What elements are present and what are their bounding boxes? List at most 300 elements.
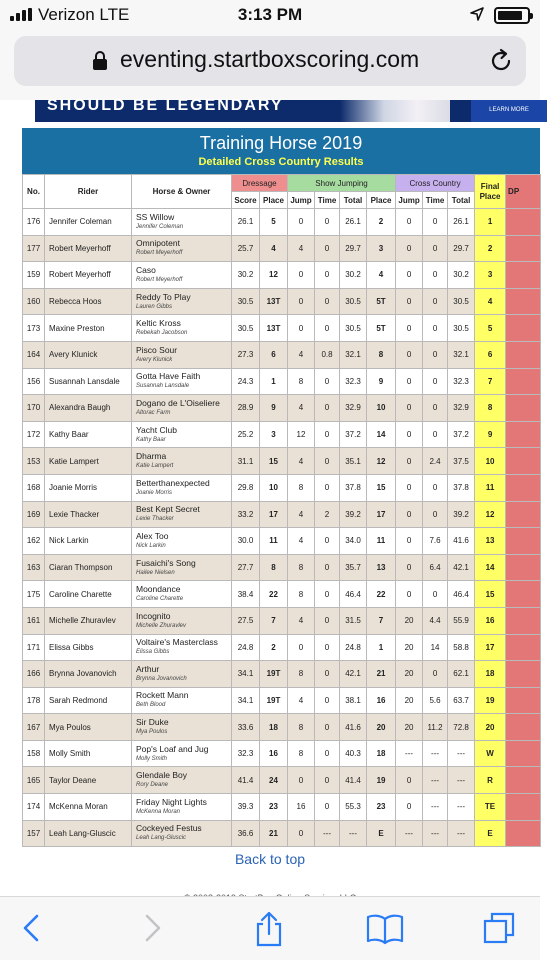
cell-sj-time: 0 [315,288,340,315]
cell-xc-time: 0 [423,341,448,368]
cell-horse-owner [132,687,232,714]
cell-sj-total: 38.1 [340,687,367,714]
cell-sj-jump: 4 [288,687,315,714]
cell-sj-total: 41.4 [340,767,367,794]
cell-horse-owner [132,421,232,448]
cell-xc-total: 39.2 [448,501,475,528]
cell-rider: Rebecca Hoos [45,288,132,315]
cell-xc-time: 0 [423,368,448,395]
cell-no: 176 [23,209,45,236]
cell-sj-place: 20 [367,714,396,741]
cell-final-place: 15 [475,581,506,608]
cell-dressage-place: 24 [260,767,288,794]
cell-no: 174 [23,794,45,821]
cell-final-place: 8 [475,395,506,422]
cell-sj-place: 2 [367,209,396,236]
cell-xc-total: 32.1 [448,341,475,368]
tabs-icon[interactable] [482,911,516,945]
col-header-sj-total: Total [340,192,367,209]
cell-final-place: R [475,767,506,794]
cell-horse-owner [132,341,232,368]
back-to-top-link[interactable]: Back to top [234,851,306,867]
cell-no: 159 [23,262,45,289]
cell-dressage-place: 23 [260,794,288,821]
cell-sj-place: 23 [367,794,396,821]
cell-xc-total: 46.4 [448,581,475,608]
cell-dressage-place: 13T [260,315,288,342]
cell-dressage-place: 19T [260,661,288,688]
cell-xc-total: 55.9 [448,607,475,634]
horse-name: Alex Too [136,530,169,541]
cell-xc-jump: 0 [396,767,423,794]
cell-sj-total: 26.1 [340,209,367,236]
horse-name: Fusaichi's Song [136,557,196,568]
cell-rider: Mya Poulos [45,714,132,741]
col-header-rider: Rider [45,175,132,209]
cell-sj-time: 0 [315,421,340,448]
cell-horse-owner [132,820,232,847]
owner-name: Molly Smith [136,755,168,762]
table-row [23,820,541,847]
cell-horse-owner [132,395,232,422]
col-header-xc-jump: Jump [396,192,423,209]
table-row [23,661,541,688]
owner-name: Susannah Lansdale [136,383,190,390]
cell-final-place: 20 [475,714,506,741]
cell-no: 164 [23,341,45,368]
cell-sj-total: 24.8 [340,634,367,661]
cell-dp [506,687,541,714]
cell-xc-jump: 20 [396,687,423,714]
cell-no: 161 [23,607,45,634]
url-text[interactable]: eventing.startboxscoring.com [120,46,420,72]
cell-xc-total: 26.1 [448,209,475,236]
share-icon[interactable] [252,911,286,947]
cell-sj-jump: 8 [288,740,315,767]
horse-name: Betterthanexpected [136,477,210,488]
cell-xc-total: --- [448,820,475,847]
chevron-right-icon[interactable] [134,911,168,945]
cell-xc-total: 63.7 [448,687,475,714]
cell-sj-time: 0 [315,714,340,741]
cell-dressage-score: 24.3 [232,368,260,395]
cell-xc-jump: --- [396,740,423,767]
cell-horse-owner [132,607,232,634]
col-header-sj-time: Time [315,192,340,209]
cell-dressage-place: 18 [260,714,288,741]
cell-xc-time: 2.4 [423,448,448,475]
cell-dp [506,661,541,688]
cell-rider: Joanie Morris [45,474,132,501]
table-row [23,767,541,794]
cell-final-place: 17 [475,634,506,661]
advertisement-banner[interactable] [35,97,529,122]
cell-horse-owner [132,448,232,475]
cell-xc-time: 5.6 [423,687,448,714]
cell-xc-total: 29.7 [448,235,475,262]
horse-name: SS Willow [136,211,175,222]
cell-horse-owner [132,767,232,794]
cell-dp [506,767,541,794]
cell-rider: McKenna Moran [45,794,132,821]
cell-sj-jump: 0 [288,209,315,236]
cell-dressage-place: 21 [260,820,288,847]
cell-sj-total: 32.9 [340,395,367,422]
cell-rider: Taylor Deane [45,767,132,794]
cell-no: 172 [23,421,45,448]
cell-xc-jump: 0 [396,581,423,608]
table-row [23,368,541,395]
cell-rider: Katie Lampert [45,448,132,475]
cell-xc-time: 6.4 [423,554,448,581]
owner-name: Joanie Morris [136,489,173,496]
cell-sj-jump: 0 [288,262,315,289]
cell-xc-total: 72.8 [448,714,475,741]
cell-sj-time: 0 [315,315,340,342]
cell-xc-total: --- [448,767,475,794]
cell-xc-total: --- [448,794,475,821]
cell-dressage-score: 33.2 [232,501,260,528]
cell-sj-time: 2 [315,501,340,528]
address-bar[interactable] [14,36,526,86]
cell-sj-total: 41.6 [340,714,367,741]
cell-rider: Elissa Gibbs [45,634,132,661]
cell-rider: Robert Meyerhoff [45,262,132,289]
book-icon[interactable] [366,911,404,945]
owner-name: Caroline Charette [136,596,184,603]
cell-dressage-place: 11 [260,528,288,555]
cell-xc-jump: 0 [396,501,423,528]
cell-dp [506,262,541,289]
owner-name: Nick Larkin [136,542,166,549]
cell-xc-time: 0 [423,395,448,422]
cell-sj-total: 30.2 [340,262,367,289]
cell-horse-owner [132,634,232,661]
horse-name: Yacht Club [136,424,177,435]
cell-no: 160 [23,288,45,315]
col-header-dressage-score: Score [232,192,260,209]
cell-sj-total: 37.8 [340,474,367,501]
cell-dressage-place: 19T [260,687,288,714]
cell-horse-owner [132,528,232,555]
cell-xc-time: 0 [423,421,448,448]
col-header-horse-owner: Horse & Owner [132,175,232,209]
cell-final-place: 16 [475,607,506,634]
table-row [23,501,541,528]
battery-icon [494,7,530,24]
cell-sj-jump: 8 [288,474,315,501]
cell-dp [506,395,541,422]
cell-dp [506,235,541,262]
cell-no: 156 [23,368,45,395]
horse-name: Dharma [136,451,167,462]
cell-dressage-score: 27.7 [232,554,260,581]
cell-sj-jump: 0 [288,634,315,661]
cell-sj-time: 0 [315,634,340,661]
cell-dp [506,794,541,821]
cell-dressage-score: 27.5 [232,607,260,634]
cell-dressage-place: 3 [260,421,288,448]
table-row [23,421,541,448]
cell-xc-jump: 0 [396,315,423,342]
table-row [23,474,541,501]
cell-dressage-score: 33.6 [232,714,260,741]
cell-sj-time: 0 [315,554,340,581]
table-row [23,209,541,236]
cell-xc-time: 0 [423,661,448,688]
cell-dressage-place: 1 [260,368,288,395]
cell-rider: Sarah Redmond [45,687,132,714]
cell-sj-time: 0 [315,740,340,767]
col-header-sj-jump: Jump [288,192,315,209]
cell-xc-jump: 0 [396,262,423,289]
table-row [23,395,541,422]
cell-sj-total: 39.2 [340,501,367,528]
cell-xc-total: 32.3 [448,368,475,395]
cell-rider: Robert Meyerhoff [45,235,132,262]
cell-sj-place: 7 [367,607,396,634]
cell-sj-time: 0 [315,767,340,794]
cell-dp [506,341,541,368]
cell-dressage-score: 27.3 [232,341,260,368]
horse-name: Sir Duke [136,717,169,728]
cell-sj-jump: 8 [288,714,315,741]
col-header-xc-total: Total [448,192,475,209]
col-header-no: No. [23,175,45,209]
cell-final-place: 12 [475,501,506,528]
cell-rider: Nick Larkin [45,528,132,555]
cell-sj-jump: 4 [288,607,315,634]
cell-sj-time: 0 [315,395,340,422]
group-header-cross-country: Cross Country [396,175,475,192]
cell-dressage-place: 12 [260,262,288,289]
cell-no: 169 [23,501,45,528]
cell-dp [506,501,541,528]
cell-rider: Ciaran Thompson [45,554,132,581]
cell-final-place: 5 [475,315,506,342]
banner-photo [340,100,450,122]
cell-horse-owner [132,554,232,581]
results-subtitle: Detailed Cross Country Results [198,156,364,168]
cell-no: 168 [23,474,45,501]
cell-dressage-place: 15 [260,448,288,475]
horse-name: Pop's Loaf and Jug [136,743,209,754]
cell-dressage-place: 16 [260,740,288,767]
cell-sj-place: 8 [367,341,396,368]
cell-sj-time: 0 [315,448,340,475]
table-row [23,687,541,714]
cell-sj-place: 21 [367,661,396,688]
cell-final-place: 7 [475,368,506,395]
cell-dressage-place: 10 [260,474,288,501]
cell-sj-place: 10 [367,395,396,422]
cell-sj-place: E [367,820,396,847]
owner-name: Elissa Gibbs [136,649,170,656]
table-row [23,315,541,342]
cell-dp [506,740,541,767]
cell-sj-total: 40.3 [340,740,367,767]
cell-sj-jump: 0 [288,820,315,847]
cell-final-place: 18 [475,661,506,688]
horse-name: Arthur [136,663,160,674]
cell-final-place: 10 [475,448,506,475]
cell-horse-owner [132,794,232,821]
cell-dressage-place: 13T [260,288,288,315]
horse-name: Pisco Sour [136,344,178,355]
cell-horse-owner [132,581,232,608]
group-header-show-jumping: Show Jumping [288,175,396,192]
cell-xc-total: 37.5 [448,448,475,475]
cell-dressage-score: 24.8 [232,634,260,661]
cell-sj-place: 1 [367,634,396,661]
cell-horse-owner [132,714,232,741]
cell-sj-place: 17 [367,501,396,528]
cell-sj-jump: 4 [288,395,315,422]
cell-xc-jump: 20 [396,714,423,741]
cell-dressage-place: 5 [260,209,288,236]
cell-no: 177 [23,235,45,262]
cell-sj-total: 34.0 [340,528,367,555]
cell-xc-time: 0 [423,235,448,262]
cell-xc-time: --- [423,820,448,847]
cell-dressage-place: 2 [260,634,288,661]
cell-sj-total: 30.5 [340,288,367,315]
cell-dp [506,209,541,236]
status-time: 3:13 PM [237,5,303,24]
cell-dp [506,421,541,448]
cell-sj-jump: 0 [288,767,315,794]
cell-dp [506,634,541,661]
cell-dressage-score: 36.6 [232,820,260,847]
cell-dressage-score: 41.4 [232,767,260,794]
cell-final-place: 6 [475,341,506,368]
cell-no: 162 [23,528,45,555]
cell-dp [506,554,541,581]
cell-sj-total: --- [340,820,367,847]
results-table-body [23,209,541,847]
horse-name: Caso [136,264,156,275]
results-table [22,174,541,847]
table-row [23,554,541,581]
cell-xc-total: 42.1 [448,554,475,581]
cell-no: 158 [23,740,45,767]
cell-rider: Leah Lang-Gluscic [45,820,132,847]
table-row [23,634,541,661]
cell-dressage-place: 22 [260,581,288,608]
cell-sj-total: 29.7 [340,235,367,262]
cell-sj-place: 12 [367,448,396,475]
cell-sj-place: 9 [367,368,396,395]
cell-sj-time: 0 [315,262,340,289]
cell-xc-time: --- [423,794,448,821]
horse-name: Glendale Boy [136,770,188,781]
cell-xc-jump: 20 [396,634,423,661]
cell-dressage-place: 7 [260,607,288,634]
cell-xc-total: 37.8 [448,474,475,501]
horse-name: Friday Night Lights [136,796,207,807]
cell-sj-time: --- [315,820,340,847]
cell-sj-time: 0 [315,474,340,501]
cell-xc-jump: --- [396,820,423,847]
owner-name: Avery Klunick [136,356,173,363]
cell-sj-time: 0 [315,607,340,634]
cell-horse-owner [132,288,232,315]
cell-dp [506,368,541,395]
cell-xc-total: 30.2 [448,262,475,289]
cell-no: 166 [23,661,45,688]
owner-name: Beth Blood [136,702,166,709]
cell-sj-jump: 12 [288,421,315,448]
cell-sj-jump: 4 [288,235,315,262]
cell-sj-total: 55.3 [340,794,367,821]
cell-horse-owner [132,661,232,688]
owner-name: Kathy Baar [136,436,166,443]
cell-dressage-score: 38.4 [232,581,260,608]
cell-sj-total: 30.5 [340,315,367,342]
cell-dressage-place: 9 [260,395,288,422]
cell-sj-total: 37.2 [340,421,367,448]
cell-dp [506,714,541,741]
cell-dp [506,288,541,315]
cell-rider: Michelle Zhuravlev [45,607,132,634]
cell-xc-time: 0 [423,209,448,236]
cell-sj-jump: 16 [288,794,315,821]
cell-final-place: 11 [475,474,506,501]
cell-rider: Kathy Baar [45,421,132,448]
cell-dressage-score: 32.3 [232,740,260,767]
table-row [23,341,541,368]
cell-sj-jump: 8 [288,581,315,608]
horse-name: Dogano de L'Oiseliere [136,397,220,408]
cell-sj-place: 11 [367,528,396,555]
cell-dressage-score: 30.5 [232,315,260,342]
cell-xc-time: 14 [423,634,448,661]
cell-xc-time: 7.6 [423,528,448,555]
cell-sj-total: 46.4 [340,581,367,608]
owner-name: Hailee Nielsen [136,569,175,576]
cell-xc-jump: 20 [396,607,423,634]
cell-rider: Alexandra Baugh [45,395,132,422]
cell-sj-total: 32.3 [340,368,367,395]
owner-name: Lauren Gibbs [136,303,173,310]
banner-text: SHOULD BE LEGENDARY [47,97,284,114]
cell-sj-jump: 0 [288,288,315,315]
cell-no: 163 [23,554,45,581]
cell-horse-owner [132,209,232,236]
cell-sj-total: 35.7 [340,554,367,581]
table-row [23,528,541,555]
cell-final-place: 1 [475,209,506,236]
cell-sj-total: 32.1 [340,341,367,368]
cell-xc-jump: 0 [396,528,423,555]
cell-xc-total: 32.9 [448,395,475,422]
cell-xc-total: 37.2 [448,421,475,448]
owner-name: Jennifer Coleman [136,223,184,230]
cell-sj-place: 22 [367,581,396,608]
cell-dressage-score: 30.5 [232,288,260,315]
chevron-left-icon[interactable] [16,911,50,945]
learn-more-button[interactable]: LEARN MORE [471,100,547,122]
cell-xc-jump: 0 [396,235,423,262]
cell-sj-place: 3 [367,235,396,262]
owner-name: Robert Meyerhoff [136,276,183,283]
cell-xc-total: 30.5 [448,288,475,315]
reload-icon[interactable] [488,48,514,74]
horse-name: Best Kept Secret [136,504,200,515]
cell-xc-jump: 0 [396,209,423,236]
cell-final-place: 9 [475,421,506,448]
cell-final-place: 4 [475,288,506,315]
